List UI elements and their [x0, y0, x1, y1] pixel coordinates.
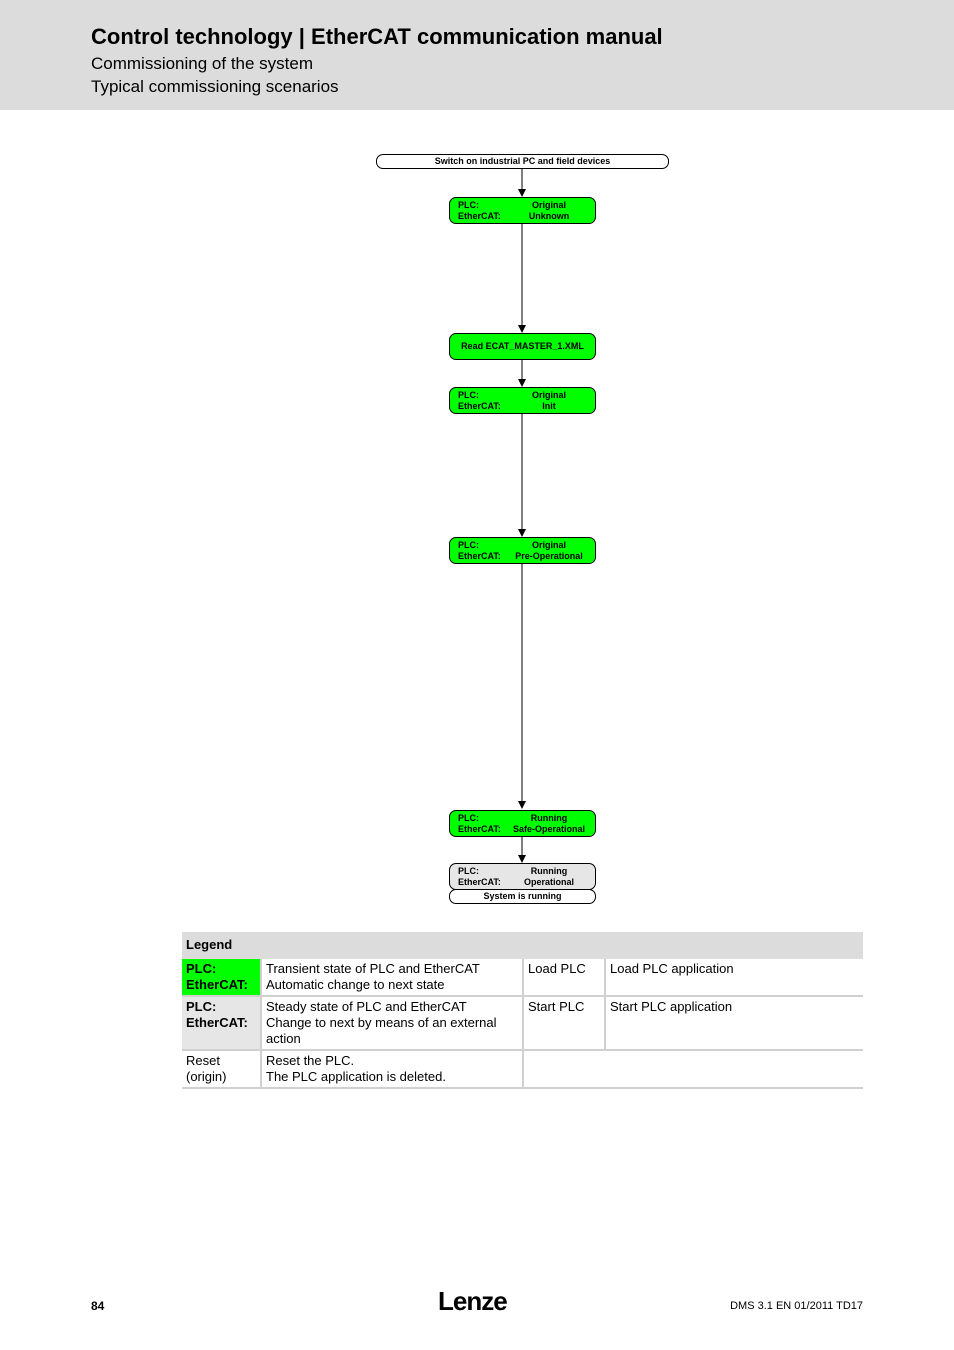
plc-label: PLC: [458, 540, 479, 550]
flow-step3-box [449, 537, 596, 564]
step2-ethercat-state: Init [542, 401, 556, 411]
flow-start-box [376, 154, 669, 169]
legend-desc-line: Reset the PLC. [266, 1053, 355, 1068]
legend-header-row [182, 932, 863, 959]
legend-action: Start PLC [523, 996, 605, 1050]
flow-step5-box [449, 863, 596, 890]
lenze-logo: Lenze [438, 1286, 507, 1316]
legend-desc [261, 996, 523, 1050]
legend-row [182, 1050, 863, 1088]
legend-key-transient [182, 959, 261, 996]
legend-row [182, 959, 863, 996]
plc-label: PLC: [458, 813, 479, 823]
plc-label: PLC: [458, 200, 479, 210]
flow-start-label: Switch on industrial PC and field devices [434, 156, 611, 166]
legend-table [182, 932, 863, 1089]
legend-key-line: PLC: [186, 999, 217, 1014]
legend-key-steady [182, 996, 261, 1050]
legend-key-line: Reset [186, 1053, 220, 1068]
legend-desc-line: The PLC application is deleted. [266, 1069, 446, 1084]
flow-end-label: System is running [483, 891, 562, 901]
legend-desc-line: Steady state of PLC and EtherCAT [266, 999, 467, 1014]
legend-action-desc: Start PLC application [605, 996, 863, 1050]
legend-desc-line: Transient state of PLC and EtherCAT [266, 961, 480, 976]
ethercat-label: EtherCAT: [458, 877, 501, 887]
step1-ethercat-state: Unknown [528, 211, 570, 221]
section-title: Typical commissioning scenarios [91, 77, 339, 96]
step2-plc-state: Original [531, 390, 566, 400]
ethercat-label: EtherCAT: [458, 824, 501, 834]
ethercat-label: EtherCAT: [458, 551, 501, 561]
page-title: Control technology | EtherCAT communication manual [91, 24, 663, 49]
step3-ethercat-state: Pre-Operational [515, 551, 583, 561]
flow-step2-box [449, 387, 596, 414]
legend-key-reset [182, 1050, 261, 1088]
flow-step4-box [449, 810, 596, 837]
legend-desc-line: Change to next by means of an external action [266, 1015, 497, 1046]
page-number: 84 [91, 1299, 105, 1313]
step5-plc-state: Running [530, 866, 568, 876]
legend-key-line: PLC: [186, 961, 217, 976]
flow-read-xml-box [449, 333, 596, 360]
flow-end-box [449, 889, 596, 904]
step4-plc-state: Running [530, 813, 568, 823]
flow-step1-box [449, 197, 596, 224]
ethercat-label: EtherCAT: [458, 401, 501, 411]
legend-key-line: (origin) [186, 1069, 227, 1084]
chapter-title: Commissioning of the system [91, 54, 314, 73]
step4-ethercat-state: Safe-Operational [512, 824, 586, 834]
legend-action: Load PLC [523, 959, 605, 996]
step3-plc-state: Original [531, 540, 566, 550]
ethercat-label: EtherCAT: [458, 211, 501, 221]
legend-empty-cell [523, 1050, 863, 1088]
plc-label: PLC: [458, 866, 479, 876]
document-reference: DMS 3.1 EN 01/2011 TD17 [730, 1300, 863, 1312]
legend-key-line: EtherCAT: [186, 1015, 248, 1030]
legend-desc-line: Automatic change to next state [266, 977, 445, 992]
legend-action-desc: Load PLC application [605, 959, 863, 996]
legend-desc [261, 1050, 523, 1088]
legend-title: Legend [182, 932, 863, 959]
legend-key-line: EtherCAT: [186, 977, 248, 992]
step5-ethercat-state: Operational [523, 877, 574, 887]
read-xml-label: Read ECAT_MASTER_1.XML [461, 341, 584, 351]
legend-desc [261, 959, 523, 996]
legend-row [182, 996, 863, 1050]
step1-plc-state: Original [531, 200, 566, 210]
plc-label: PLC: [458, 390, 479, 400]
